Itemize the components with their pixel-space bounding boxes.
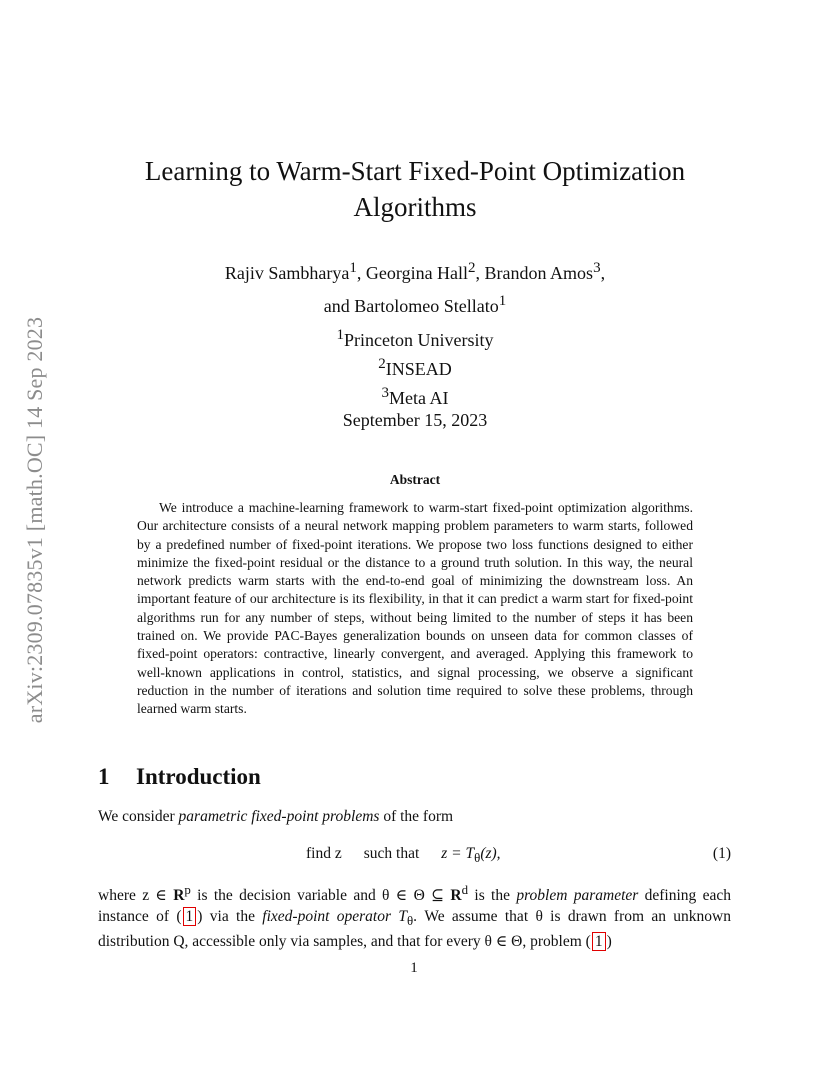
- dimension-sup: d: [461, 882, 469, 897]
- eq-argument: (z),: [480, 845, 501, 862]
- affiliation-name: Princeton University: [344, 330, 494, 350]
- eq-such-that: such that: [363, 845, 420, 862]
- lead-emphasis: parametric fixed-point problems: [178, 808, 380, 825]
- intro-lead-sentence: [98, 808, 453, 826]
- title-line-1: Learning to Warm-Start Fixed-Point Optimization: [144, 156, 686, 186]
- author-conjunction: and: [323, 296, 355, 316]
- para-text: defining each instance of: [98, 887, 731, 926]
- author-name: Brandon Amos: [484, 263, 594, 283]
- abstract-text: We introduce a machine-learning framework to warm-start fixed-point optimization algorithms. Our architecture consists of a neural network mapping problem parameters to warm starts, followed by a predefined number of fixed-point iterations. We propose two loss functions designed to either minimize the fixed-point residual or the distance to a ground truth solution. In this way, the neural network predicts warm starts with the end-to-end goal of minimizing the downstream loss. An important feature of our architecture is its flexibility, in that it can predict a warm start for fixed-point algorithms run for any number of steps, without being limited to the number of steps it has been trained on. We provide PAC-Bayes generalization bounds on unseen data for common classes of fixed-point operators: contractive, linearly convergent, and averaged. Applying this framework to well-known applications in control, statistics, and signal processing, we observe a significant reduction in the number of iterations and solution time required to solve these problems, through learned warm starts.: [137, 500, 693, 717]
- author-separator: ,: [600, 263, 606, 283]
- equation-ref-link[interactable]: 1: [183, 907, 197, 926]
- title-line-2: Algorithms: [353, 192, 477, 222]
- equation-1: [98, 845, 731, 865]
- equation-body: [306, 845, 501, 866]
- para-text: via the: [202, 908, 263, 926]
- para-text: is the decision variable and θ ∈ Θ ⊆: [190, 887, 451, 905]
- affiliation-name: Meta AI: [389, 388, 449, 408]
- eq-find: find z: [306, 845, 342, 862]
- section-number: 1: [98, 764, 110, 789]
- author-list: [100, 254, 730, 320]
- lead-text: of the form: [379, 808, 454, 825]
- section-heading: [98, 764, 261, 790]
- dimension-sup: p: [184, 882, 191, 897]
- equation-ref-link[interactable]: 1: [592, 932, 606, 951]
- affiliation-mark: 2: [378, 356, 386, 372]
- author-separator: ,: [356, 263, 366, 283]
- reals-symbol: R: [450, 887, 462, 905]
- affiliation: [100, 352, 730, 381]
- author-affiliation-mark: 1: [349, 260, 357, 276]
- affiliation-mark: 3: [381, 385, 389, 401]
- publication-date: September 15, 2023: [342, 410, 488, 430]
- para-text: where z ∈: [98, 887, 174, 905]
- affiliation: [100, 381, 730, 410]
- para-text: is the: [468, 887, 517, 905]
- affiliation-mark: 1: [336, 327, 344, 343]
- abstract-heading: Abstract: [389, 472, 441, 487]
- affiliation-list: [100, 323, 730, 410]
- lead-text: We consider: [98, 808, 179, 825]
- author-affiliation-mark: 3: [593, 260, 601, 276]
- paper-title: [100, 153, 730, 225]
- intro-paragraph: where z ∈ $R^p$ is the decision variable and θ ∈ Θ ⊆ $R^d$ is the problem parameter defining each instance of ( 1 ) via the fixed-point operator $T_\theta$. We assume that θ is drawn from an unknown distribution Q, accessible only via samples, and that for every θ ∈ Θ, problem ( 1 ): [98, 882, 731, 951]
- arxiv-identifier-stamp: arXiv:2309.07835v1 [math.OC] 14 Sep 2023: [22, 316, 47, 724]
- reals-symbol: R: [173, 887, 185, 905]
- section-title: Introduction: [136, 764, 261, 789]
- para-emphasis: fixed-point operator T: [262, 908, 407, 926]
- author-name: Georgina Hall: [365, 263, 469, 283]
- author-name: Rajiv Sambharya: [224, 263, 350, 283]
- eq-subscript: θ: [474, 850, 481, 866]
- author-separator: ,: [475, 263, 485, 283]
- page-number: 1: [410, 960, 418, 976]
- author-name: Bartolomeo Stellato: [354, 296, 499, 316]
- equation-number: (1): [712, 845, 731, 862]
- affiliation: [100, 323, 730, 352]
- operator-subscript: θ: [406, 913, 414, 929]
- author-affiliation-mark: 1: [498, 293, 507, 309]
- para-emphasis: problem parameter: [516, 887, 639, 905]
- affiliation-name: INSEAD: [385, 359, 452, 379]
- para-text: . We assume that θ is drawn from an unknown distribution Q, accessible only via samples, and that for every θ ∈ Θ, problem: [98, 908, 731, 951]
- eq-expression: z = T: [441, 845, 475, 862]
- author-affiliation-mark: 2: [468, 260, 476, 276]
